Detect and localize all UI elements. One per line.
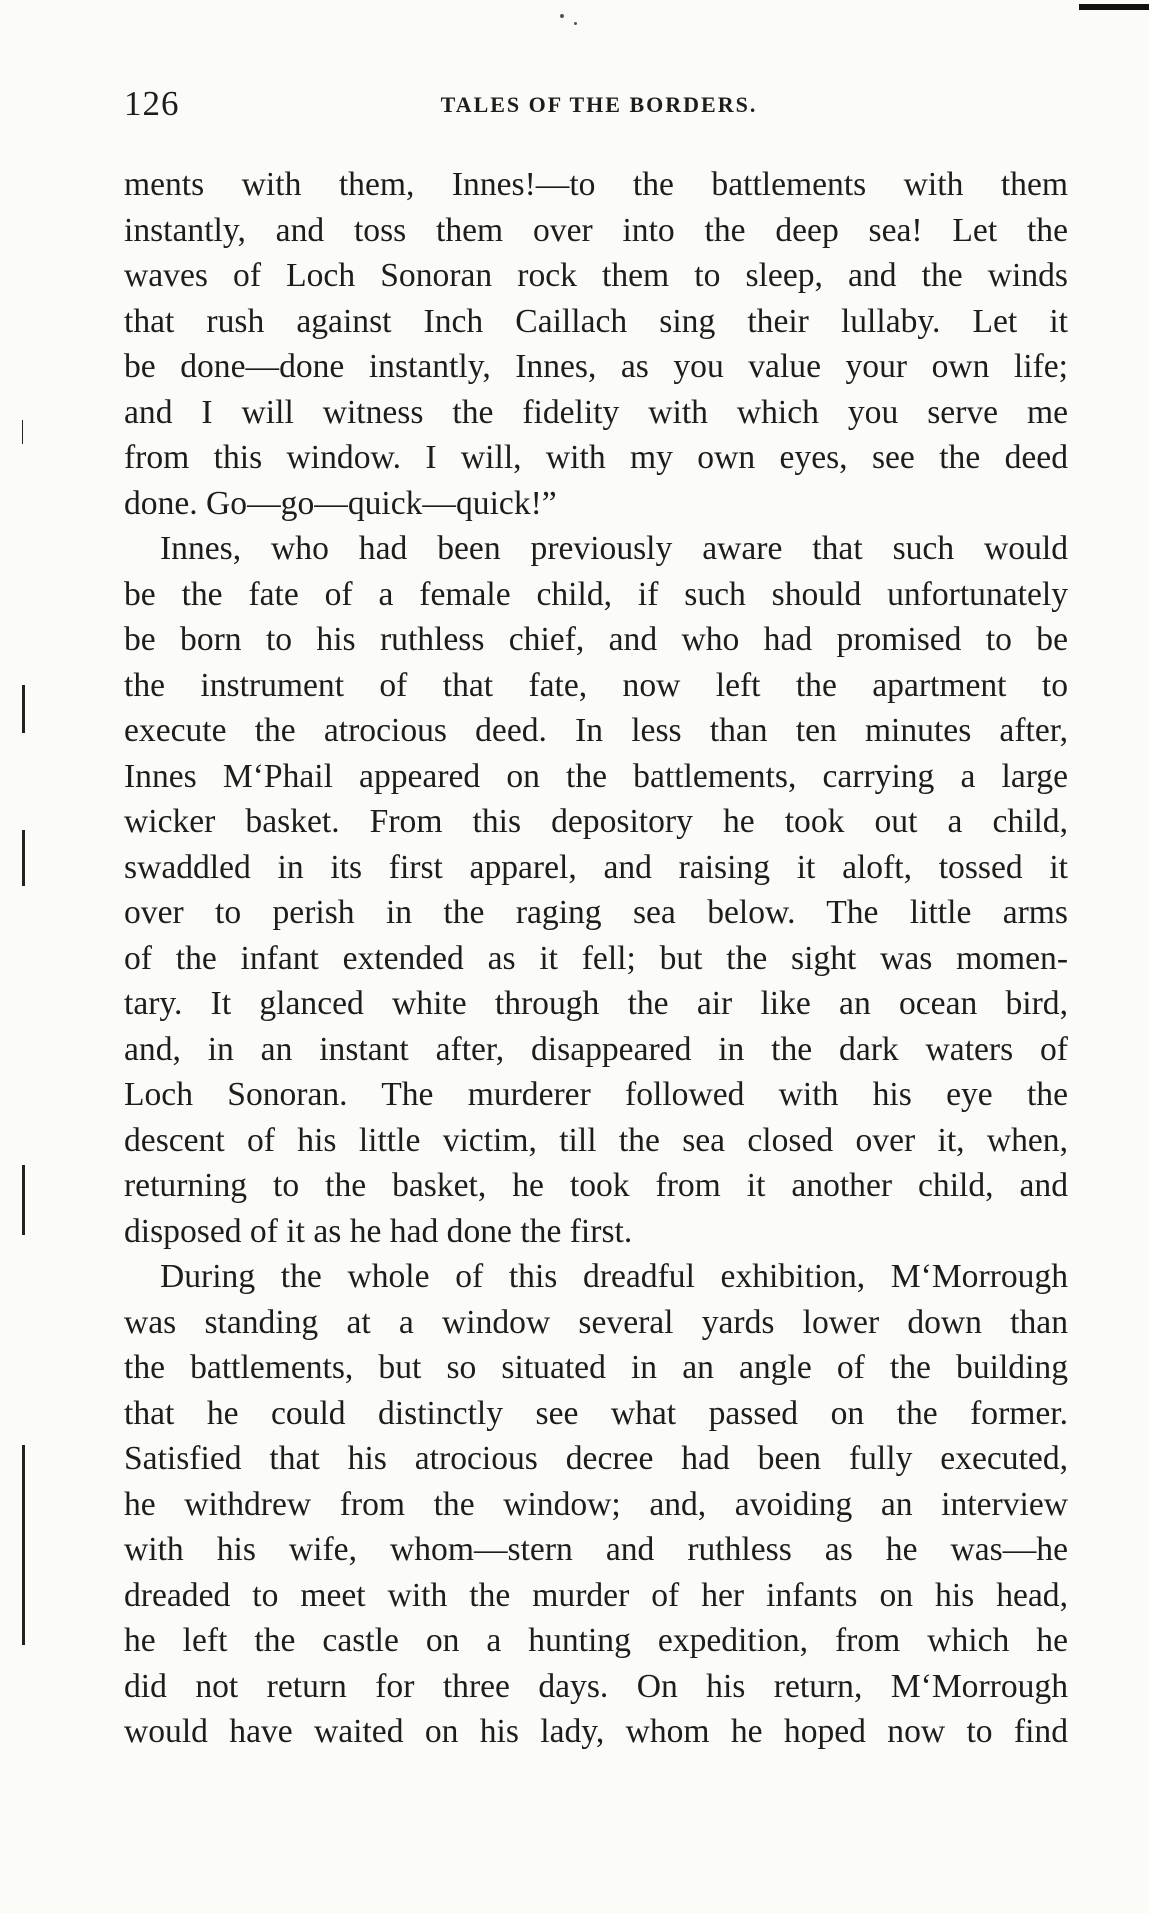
page-header	[124, 84, 1034, 124]
text-line: Loch Sonoran. The murderer followed with his eye the	[124, 1076, 1068, 1113]
text-line: over to perish in the raging sea below. The little arms	[124, 894, 1068, 931]
scan-edge-mark	[1079, 4, 1149, 10]
text-line: done. Go—go—quick—quick!”	[124, 484, 557, 522]
text-line: be done—done instantly, Innes, as you value your own life;	[124, 348, 1068, 385]
margin-mark	[22, 830, 25, 886]
text-line: swaddled in its first apparel, and raising it aloft, tossed it	[124, 848, 1068, 886]
text-line: execute the atrocious deed. In less than ten minutes after,	[124, 712, 1068, 749]
text-line: and I will witness the fidelity with which you serve me	[124, 393, 1068, 431]
text-line: he withdrew from the window; and, avoiding an interview	[124, 1485, 1068, 1523]
text-line: that rush against Inch Caillach sing their lullaby. Let it	[124, 302, 1068, 340]
text-line: tary. It glanced white through the air like an ocean bird,	[124, 985, 1068, 1022]
text-line: be the fate of a female child, if such should unfortunately	[124, 575, 1068, 613]
scan-speck	[560, 14, 564, 18]
paragraph-3	[124, 1254, 1068, 1755]
text-line: would have waited on his lady, whom he hoped now to find	[124, 1713, 1068, 1750]
margin-mark	[22, 1445, 25, 1645]
text-line: returning to the basket, he took from it another child, and	[124, 1167, 1068, 1204]
text-line: descent of his little victim, till the sea closed over it, when,	[124, 1121, 1068, 1159]
text-line: the instrument of that fate, now left the apartment to	[124, 666, 1068, 704]
text-line: instantly, and toss them over into the deep sea! Let the	[124, 211, 1068, 249]
margin-mark	[22, 420, 23, 444]
running-title: TALES OF THE BORDERS.	[440, 92, 758, 117]
text-line: from this window. I will, with my own eyes, see the deed	[124, 439, 1068, 476]
margin-mark	[22, 685, 25, 733]
text-line: of the infant extended as it fell; but the sight was momen-	[124, 939, 1068, 977]
text-line: ments with them, Innes!—to the battlements with them	[124, 166, 1068, 203]
text-line: waves of Loch Sonoran rock them to sleep, and the winds	[124, 257, 1068, 294]
text-line: dreaded to meet with the murder of her infants on his head,	[124, 1576, 1068, 1614]
text-line: was standing at a window several yards lower down than	[124, 1303, 1068, 1341]
text-line: During the whole of this dreadful exhibition, M‘Morrough	[160, 1258, 1068, 1295]
page-number: 126	[124, 84, 180, 123]
text-line: that he could distinctly see what passed on the former.	[124, 1394, 1068, 1432]
text-line: disposed of it as he had done the first.	[124, 1212, 633, 1250]
text-line: and, in an instant after, disappeared in the dark waters of	[124, 1030, 1068, 1068]
paragraph-1	[124, 162, 1068, 526]
margin-mark	[22, 1165, 25, 1235]
text-line: he left the castle on a hunting expedition, from which he	[124, 1622, 1068, 1659]
text-line: Satisfied that his atrocious decree had been fully executed,	[124, 1440, 1068, 1477]
text-line: the battlements, but so situated in an angle of the building	[124, 1349, 1068, 1386]
body-text	[124, 162, 1068, 1755]
text-line: wicker basket. From this depository he took out a child,	[124, 803, 1068, 840]
scan-speck	[574, 22, 577, 25]
text-line: with his wife, whom—stern and ruthless as he was—he	[124, 1531, 1068, 1568]
paragraph-2	[124, 526, 1068, 1254]
text-line: be born to his ruthless chief, and who had promised to be	[124, 621, 1068, 658]
text-line: Innes, who had been previously aware that such would	[160, 530, 1068, 567]
text-line: Innes M‘Phail appeared on the battlements, carrying a large	[124, 757, 1068, 795]
text-line: did not return for three days. On his return, M‘Morrough	[124, 1667, 1068, 1705]
